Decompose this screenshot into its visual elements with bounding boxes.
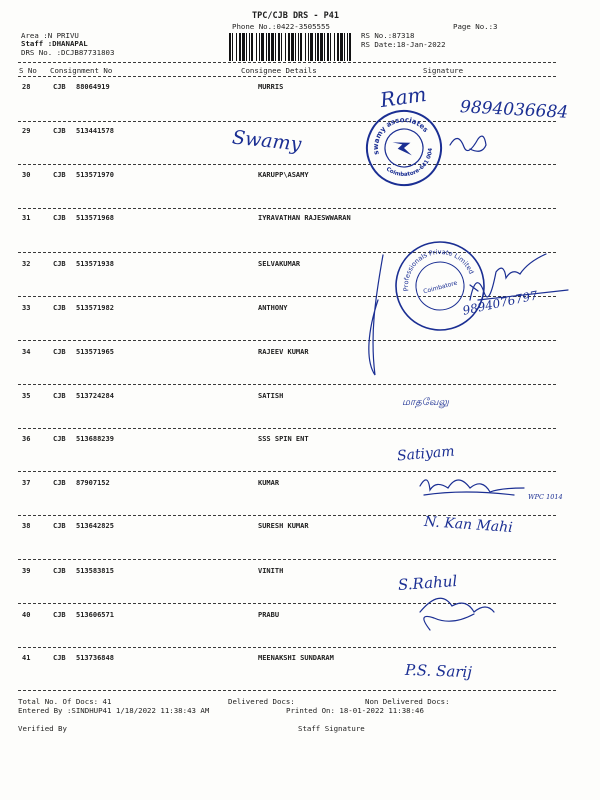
row-sno: 32 bbox=[22, 260, 31, 268]
row-sno: 31 bbox=[22, 214, 31, 222]
verified-by: Verified By bbox=[18, 724, 67, 733]
phone-handwritten-28: 9894036684 bbox=[459, 97, 569, 123]
row-consignee: SSS SPIN ENT bbox=[258, 435, 309, 443]
row-prefix: CJB bbox=[53, 304, 66, 312]
row-consignee: RAJEEV KUMAR bbox=[258, 348, 309, 356]
row-sno: 29 bbox=[22, 127, 31, 135]
row-consignment-no: 513606571 bbox=[76, 611, 114, 619]
row-consignee: SATISH bbox=[258, 392, 284, 400]
svg-text:Coimbatore-641 004: Coimbatore-641 004 bbox=[384, 147, 435, 179]
col-sno: S No bbox=[19, 66, 37, 75]
row-consignment-no: 513688239 bbox=[76, 435, 114, 443]
company-stamp-swamy-associates bbox=[364, 108, 444, 188]
company-stamp-professionals bbox=[392, 238, 488, 334]
row-prefix: CJB bbox=[53, 260, 66, 268]
drs-number: DRS No. :DCJB87731803 bbox=[21, 48, 115, 57]
page-number: Page No.:3 bbox=[453, 22, 498, 31]
row-prefix: CJB bbox=[53, 522, 66, 530]
row-prefix: CJB bbox=[53, 348, 66, 356]
signature-row-41: P.S. Sarij bbox=[404, 660, 473, 682]
row-sno: 39 bbox=[22, 567, 31, 575]
phone-handwritten-33: 9894076797 bbox=[461, 288, 539, 318]
row-prefix: CJB bbox=[53, 127, 66, 135]
row-prefix: CJB bbox=[53, 83, 66, 91]
row-consignee: PRABU bbox=[258, 611, 280, 619]
row-prefix: CJB bbox=[53, 392, 66, 400]
row-consignee: KARUPP\ASAMY bbox=[258, 171, 309, 179]
svg-text:Coimbatore: Coimbatore bbox=[422, 279, 459, 296]
row-prefix: CJB bbox=[53, 567, 66, 575]
row-consignment-no: 88064919 bbox=[76, 83, 110, 91]
row-consignee: IYRAVATHAN RAJESWWARAN bbox=[258, 214, 351, 222]
row-prefix: CJB bbox=[53, 435, 66, 443]
row-sno: 41 bbox=[22, 654, 31, 662]
row-prefix: CJB bbox=[53, 214, 66, 222]
signature-row-38: N. Kan Mahi bbox=[423, 513, 514, 537]
signature-row-35: மாதவேலு bbox=[402, 397, 449, 408]
signature-mark-37: WPC 1014 bbox=[528, 493, 563, 501]
row-consignee: MURRIS bbox=[258, 83, 284, 91]
total-docs: Total No. Of Docs: 41 bbox=[18, 697, 112, 706]
row-consignee: SURESH KUMAR bbox=[258, 522, 309, 530]
row-consignment-no: 513724284 bbox=[76, 392, 114, 400]
row-sno: 40 bbox=[22, 611, 31, 619]
svg-text:swamy associates: swamy associates bbox=[371, 115, 430, 156]
non-delivered-docs: Non Delivered Docs: bbox=[365, 697, 450, 706]
rs-date: RS Date:18-Jan-2022 bbox=[361, 40, 446, 49]
staff-name: DHANAPAL bbox=[52, 39, 88, 48]
row-sno: 30 bbox=[22, 171, 31, 179]
row-sno: 28 bbox=[22, 83, 31, 91]
svg-text:Professionals Private Limited: Professionals Private Limited bbox=[401, 247, 476, 292]
row-consignment-no: 513583815 bbox=[76, 567, 114, 575]
row-consignment-no: 513571982 bbox=[76, 304, 114, 312]
row-sno: 33 bbox=[22, 304, 31, 312]
row-sno: 35 bbox=[22, 392, 31, 400]
row-consignee: VINITH bbox=[258, 567, 284, 575]
row-sno: 34 bbox=[22, 348, 31, 356]
col-consignment: Consignment No bbox=[50, 66, 113, 75]
row-consignment-no: 513571938 bbox=[76, 260, 114, 268]
staff-signature: Staff Signature bbox=[298, 724, 365, 733]
area-label: Area :N PRIVU bbox=[21, 31, 79, 40]
delivered-docs: Delivered Docs: bbox=[228, 697, 295, 706]
col-consignee: Consignee Details bbox=[241, 66, 317, 75]
signature-row-29: Swamy bbox=[231, 126, 303, 156]
signature-row-39: S.Rahul bbox=[397, 571, 458, 595]
row-consignment-no: 513441578 bbox=[76, 127, 114, 135]
row-consignment-no: 513642825 bbox=[76, 522, 114, 530]
printed-on: Printed On: 18-01-2022 11:38:46 bbox=[286, 706, 424, 715]
rs-number: RS No.:87318 bbox=[361, 31, 415, 40]
col-signature: Signature bbox=[423, 66, 464, 75]
row-consignee: SELVAKUMAR bbox=[258, 260, 301, 268]
row-sno: 37 bbox=[22, 479, 31, 487]
row-consignment-no: 513571970 bbox=[76, 171, 114, 179]
row-consignee: ANTHONY bbox=[258, 304, 288, 312]
entered-by: Entered By :SINDHUP41 1/18/2022 11:38:43 AM bbox=[18, 706, 210, 715]
row-consignment-no: 513571965 bbox=[76, 348, 114, 356]
signature-row-28: Ram bbox=[378, 81, 428, 113]
row-prefix: CJB bbox=[53, 654, 66, 662]
row-consignment-no: 513736848 bbox=[76, 654, 114, 662]
row-prefix: CJB bbox=[53, 479, 66, 487]
row-prefix: CJB bbox=[53, 171, 66, 179]
row-sno: 36 bbox=[22, 435, 31, 443]
row-sno: 38 bbox=[22, 522, 31, 530]
document-title: TPC/CJB DRS - P41 bbox=[252, 11, 339, 21]
signature-row-36: Satiyam bbox=[396, 443, 456, 465]
row-consignee: MEENAKSHI SUNDARAM bbox=[258, 654, 334, 662]
row-prefix: CJB bbox=[53, 611, 66, 619]
row-consignee: KUMAR bbox=[258, 479, 280, 487]
phone-number: Phone No.:0422-3505555 bbox=[232, 22, 330, 31]
row-consignment-no: 87907152 bbox=[76, 479, 110, 487]
staff-label: Staff : bbox=[21, 39, 53, 48]
row-consignment-no: 513571968 bbox=[76, 214, 114, 222]
